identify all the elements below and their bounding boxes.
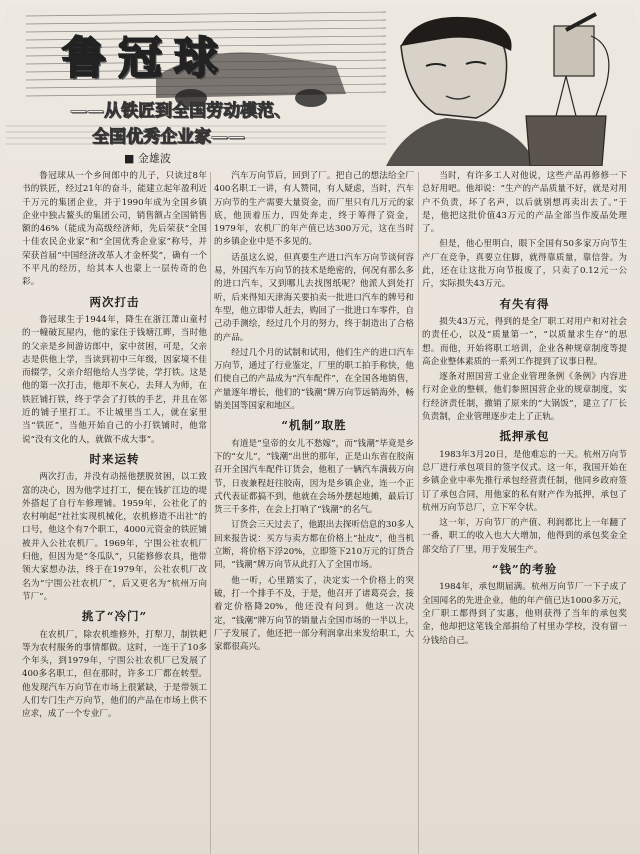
paragraph: 他一听，心里踏实了，决定实一个价格上的突破，打一个排手不及，于是，他召开了诸葛亮会，接着定价格降20%，他还没有问到。他这一次决定，“钱潮”牌万向节的销量占全国市场的一半以上，厂子发展了，他还把一部分利润拿出来发给职工，大家都很高兴。	[214, 575, 414, 653]
paragraph: 经过几个月的试制和试用，他们生产的进口汽车万向节，通过了行业鉴定，厂里的职工拍手称快，他们使自己的产品成为“汽车配件”，在全国各地销售，产量逐年增长，他们的“钱潮”牌万向节远销海外，畅销美国等国家和地区。	[214, 347, 414, 412]
section-heading: “钱”的考验	[491, 562, 558, 577]
article-title: 鲁冠球	[62, 33, 230, 84]
paragraph: 在农机厂，除农机维修外，打犁刀，制铁耙等为农村服务的事情都做。这时，一连干了10多个年头，到1979年，宁围公社农机厂已发展了400多名职工，但在那时，许多工厂都在转型。他发现汽车万向节在市场上很紧缺，于是带领工人们专门生产万向节，他们的产品在市场上供不应求，成了一个专业厂。	[22, 629, 207, 720]
section-heading: 抵押承包	[499, 429, 550, 444]
paragraph: 鲁冠球生于1944年，降生在浙江萧山童村的一幢破瓦屋内，他的家住于钱塘江畔，当时他的父亲是乡间游访郎中，家中贫困，可是，父亲志是供他上学，当读到初中三年级，因家境不佳而辍学，父亲介绍他给人当学徒，学打铁。这是他的第一次打击，他却不灰心，去拜人为师，在铁匠铺打铁，终于学会了打铁的手艺，并且在邻近的铺子里打工。不让城里当工人，就在家里当“铁匠”，当他开始自己的小打铁铺时，他常说“没有文化的人，就做不成大事”。	[22, 314, 207, 445]
paragraph: 损失43万元，得到的是全厂职工对用户和对社会的责任心，以及“质量第一”，“以质量求生存”的思想。而他，开始将职工培训，企业各种规章制度等提高企业整体素质的一系列工作提到了议事日程。	[422, 316, 627, 367]
subtitle-line-2: 全国优秀企业家——	[92, 127, 245, 147]
column-middle	[214, 170, 414, 854]
paragraph: 订货会三天过去了，他跟出去探听信息的30多人回来报告说：买方与卖方都在价格上“扯皮”，他当机立断，将价格下浮20%，立即签下210万元的订货合同，“钱潮”牌万向节从此打入了全国市场。	[214, 520, 414, 571]
paragraph: 逐条对照国营工业企业管理条例《条例》内容进行对企业的整顿，他们参照国营企业的规章制度，实行经济责任制，撤销了原来的“大锅饭”，建立了厂长负责制，企业管理逐步走上了正轨。	[422, 372, 627, 423]
subtitle-line-1: ——从铁匠到全国劳动模范、	[70, 101, 291, 121]
column-right	[422, 170, 627, 854]
intro-paragraph: 鲁冠球从一个乡间郎中的儿子，只读过8年书的铁匠，经过21年的奋斗，能建立起年盈利近千万元的集团企业，并于1990年成为全国乡镇企业中独占鳌头的集团公司，销售额占全国销售额的46%（能成为高级经济师，先后荣获“全国十佳农民企业家”和“全国优秀企业家”称号，并荣获首届“中国经济改革人才金杯奖”，确有一个不平凡的经历，给其本人也蒙上一层传奇的色彩。	[22, 171, 207, 288]
section-heading: “机制”取胜	[281, 418, 347, 433]
section-heading: 两次打击	[89, 294, 140, 309]
paragraph: 当时，有许多工人对他说，这些产品再修修一下总好用吧。他却说：“生产的产品质量不好，就是对用户不负责，坏了名声，以后就别想再卖出去了。”于是，他把这批价值43万元的产品全部当作废品处理了。	[422, 171, 627, 235]
section-heading: 挑了“冷门”	[81, 609, 148, 624]
paragraph: 这一年，万向节厂的产值、利润都比上一年翻了一番，职工的收入也大大增加，他得到的承包奖金全部交给了厂里，用于发展生产。	[422, 518, 627, 555]
column-left	[22, 170, 207, 854]
paragraph: 汽车万向节后，回到了厂。把自己的想法给全厂400名职工一讲，有人赞同，有人疑虑，当时，汽车万向节的生产需要大量资金，而厂里只有几万元的家底，他顶着压力，四处奔走，终于筹得了资金，1979年，农机厂的年产值已达300万元，这在当时的乡镇企业中是不多见的。	[214, 171, 414, 248]
paragraph: 1983年3月20日，是他难忘的一天。杭州万向节总厂进行承包项目的签字仪式。这一年，我国开始在乡镇企业中率先推行承包经营责任制，他同乡政府签订了承包合同，用他家的私有财产作为抵押，承包了杭州万向节总厂，立下军令状。	[422, 449, 627, 513]
column-divider	[418, 172, 419, 854]
paragraph: 两次打击，并没有动摇他摆脱贫困，以工致富的决心，因为他学过打工，便在钱扩江边的堤外搭起了自行车修理铺。1959年，公社化了的农村响起“社社实现机械化，农机修造不出社”的口号，他这个有7个职工，4000元资金的铁匠铺被并入公社农机厂。1969年，宁围公社农机厂归他，但因为是“冬瓜队”，只能修修农具，他带领大家想办法，终于在1979年，公社农机厂改名为“宁围公社农机厂”，后又更名为“杭州万向节厂”。	[22, 472, 207, 602]
section-heading: 有失有得	[499, 296, 550, 311]
author-byline: ■ 金雄波	[124, 152, 171, 165]
paragraph: 话虽这么说，但真要生产进口汽车万向节谈何容易，外国汽车万向节的技术是绝密的，何况有那么多的进口汽车，又到哪儿去找图纸呢？他派人到处打听，后来得知天津海关要拍卖一批进口汽车的牌号和车型，他立即带人赶去，购回了一批进口车零件，自己动手测绘，经过几个月的努力，终于制造出了合格的产品。	[214, 252, 414, 343]
section-heading: 时来运转	[89, 451, 140, 466]
paragraph: 有道是“皇帝的女儿不愁嫁”，而“钱潮”毕竟是乡下的“女儿”，“钱潮”出世的那年，正是山东省在胶南召开全国汽车配件订货会，他租了一辆汽车满载万向节，日夜兼程赶往胶南，因为是乡镇企业，连一个正式代表证都搞不到，他就在会场外摆起地摊，最后订货三千多件，在会上打响了“钱潮”的名气。	[214, 438, 414, 516]
paragraph: 但是，他心里明白，眼下全国有50多家万向节生产厂在竞争，真要立住脚，就得靠质量，靠信誉。为此，还在让这批万向节报废了，只卖了0.12元一公斤，实际损失43万元。	[422, 239, 627, 290]
column-divider	[210, 172, 211, 854]
paragraph: 1984年，承包期届满。杭州万向节厂一下子成了全国闻名的先进企业，他的年产值已达1000多万元，全厂职工都得到了实惠，他则获得了当年的承包奖金，他却把这笔钱全部捐给了村里办学校，没有留一分钱给自己。	[422, 582, 627, 646]
